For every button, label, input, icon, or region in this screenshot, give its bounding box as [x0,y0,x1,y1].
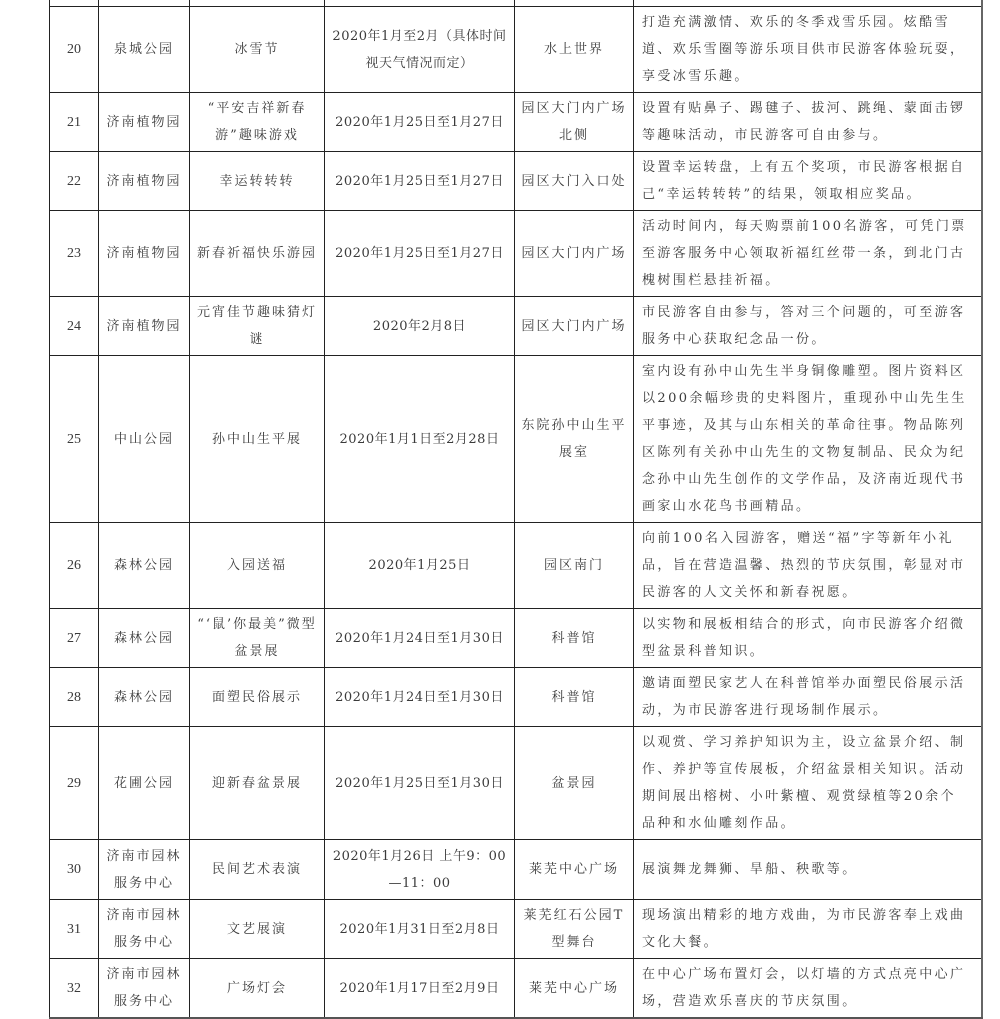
cell-description: 向前100名入园游客，赠送“福”字等新年小礼品，旨在营造温馨、热烈的节庆氛围，彰显对市民游客的人文关怀和新春祝愿。 [634,523,982,609]
cell-number: 29 [50,727,99,840]
cell-event-name: 元宵佳节趣味猜灯谜 [190,297,325,356]
cell-location: 园区大门内广场 [515,297,634,356]
cell-description: 活动时间内，每天购票前100名游客，可凭门票至游客服务中心领取祈福红丝带一条，到北门古槐树围栏悬挂祈福。 [634,211,982,297]
cell-organizer: 森林公园 [99,668,190,727]
events-table-body [50,0,982,1018]
cell-organizer: 济南植物园 [99,297,190,356]
cell-number: 26 [50,523,99,609]
cell-location: 盆景园 [515,727,634,840]
cell-location: 水上世界 [515,7,634,93]
cell-number: 22 [50,152,99,211]
cell-date: 2020年1月25日至1月27日 [325,93,515,152]
table-row [50,668,982,727]
cell-event-name: 迎新春盆景展 [190,727,325,840]
cell-location: 园区大门内广场北侧 [515,93,634,152]
cell-number: 21 [50,93,99,152]
cell-date: 2020年2月8日 [325,297,515,356]
cell-description: 设置幸运转盘，上有五个奖项，市民游客根据自己“幸运转转转”的结果，领取相应奖品。 [634,152,982,211]
cell-organizer: 济南植物园 [99,211,190,297]
cell-event-name: 广场灯会 [190,959,325,1019]
cell-event-name: 文艺展演 [190,900,325,959]
cell-number: 27 [50,609,99,668]
table-row [50,93,982,152]
cell-description: 设置有贴鼻子、踢毽子、拔河、跳绳、蒙面击锣等趣味活动，市民游客可自由参与。 [634,93,982,152]
cell-number: 20 [50,7,99,93]
cell-organizer: 济南市园林服务中心 [99,840,190,900]
cell-description: 展演舞龙舞狮、旱船、秧歌等。 [634,840,982,900]
cell-description: 市民游客自由参与，答对三个问题的，可至游客服务中心获取纪念品一份。 [634,297,982,356]
cell-number: 28 [50,668,99,727]
cell-date: 2020年1月24日至1月30日 [325,668,515,727]
cell-event-name: “平安吉祥新春游”趣味游戏 [190,93,325,152]
cell-number: 25 [50,356,99,523]
cell-number: 24 [50,297,99,356]
cell-event-name: 冰雪节 [190,7,325,93]
cell-location: 园区南门 [515,523,634,609]
cell-location: 科普馆 [515,609,634,668]
events-table [49,0,983,1019]
cell-location: 科普馆 [515,668,634,727]
cell-location: 园区大门内广场 [515,211,634,297]
cell-organizer: 森林公园 [99,609,190,668]
cell-event-name: “‘鼠’你最美”微型盆景展 [190,609,325,668]
cell-event-name: 新春祈福快乐游园 [190,211,325,297]
cell-organizer: 花圃公园 [99,727,190,840]
cell-description: 室内设有孙中山先生半身铜像雕塑。图片资料区以200余幅珍贵的史料图片，重现孙中山先生生平事迹，及其与山东相关的革命往事。物品陈列区陈列有关孙中山先生的文物复制品、民众为纪念孙中山先生创作的文学作品，及济南近现代书画家山水花鸟书画精品。 [634,356,982,523]
cell-description: 以实物和展板相结合的形式，向市民游客介绍微型盆景科普知识。 [634,609,982,668]
cell-description: 现场演出精彩的地方戏曲，为市民游客奉上戏曲文化大餐。 [634,900,982,959]
cell-date: 2020年1月至2月（具体时间视天气情况而定） [325,7,515,93]
cell-event-name: 面塑民俗展示 [190,668,325,727]
cell-date: 2020年1月25日 [325,523,515,609]
table-row [50,959,982,1019]
table-row [50,900,982,959]
cell-date: 2020年1月25日至1月30日 [325,727,515,840]
cell-date: 2020年1月31日至2月8日 [325,900,515,959]
cell-number: 23 [50,211,99,297]
cell-organizer: 森林公园 [99,523,190,609]
cell-date: 2020年1月25日至1月27日 [325,152,515,211]
cell-description: 邀请面塑民家艺人在科普馆举办面塑民俗展示活动，为市民游客进行现场制作展示。 [634,668,982,727]
cell-organizer: 济南植物园 [99,93,190,152]
table-row [50,609,982,668]
cell-description: 以观赏、学习养护知识为主，设立盆景介绍、制作、养护等宣传展板，介绍盆景相关知识。活动期间展出榕树、小叶紫檀、观赏绿植等20余个品种和水仙雕刻作品。 [634,727,982,840]
table-row [50,523,982,609]
table-row [50,840,982,900]
cell-number: 31 [50,900,99,959]
table-row [50,356,982,523]
cell-organizer: 中山公园 [99,356,190,523]
cell-number: 30 [50,840,99,900]
cell-location: 莱芜中心广场 [515,959,634,1019]
table-row [50,152,982,211]
cell-location: 园区大门入口处 [515,152,634,211]
cell-event-name: 孙中山生平展 [190,356,325,523]
table-row [50,727,982,840]
cell-date: 2020年1月17日至2月9日 [325,959,515,1019]
cell-event-name: 入园送福 [190,523,325,609]
cell-number: 32 [50,959,99,1019]
cell-event-name: 民间艺术表演 [190,840,325,900]
cell-location: 莱芜中心广场 [515,840,634,900]
table-row [50,7,982,93]
cell-date: 2020年1月26日 上午9：00—11：00 [325,840,515,900]
cell-description: 在中心广场布置灯会，以灯墙的方式点亮中心广场，营造欢乐喜庆的节庆氛围。 [634,959,982,1019]
table-row [50,211,982,297]
cell-date: 2020年1月1日至2月28日 [325,356,515,523]
cell-event-name: 幸运转转转 [190,152,325,211]
cell-description: 打造充满激情、欢乐的冬季戏雪乐园。炫酷雪道、欢乐雪圈等游乐项目供市民游客体验玩耍，享受冰雪乐趣。 [634,7,982,93]
cell-location: 东院孙中山生平展室 [515,356,634,523]
cell-organizer: 济南植物园 [99,152,190,211]
cell-location: 莱芜红石公园T型舞台 [515,900,634,959]
cell-date: 2020年1月24日至1月30日 [325,609,515,668]
cell-organizer: 济南市园林服务中心 [99,900,190,959]
cell-organizer: 泉城公园 [99,7,190,93]
cell-date: 2020年1月25日至1月27日 [325,211,515,297]
cell-organizer: 济南市园林服务中心 [99,959,190,1019]
table-row [50,297,982,356]
